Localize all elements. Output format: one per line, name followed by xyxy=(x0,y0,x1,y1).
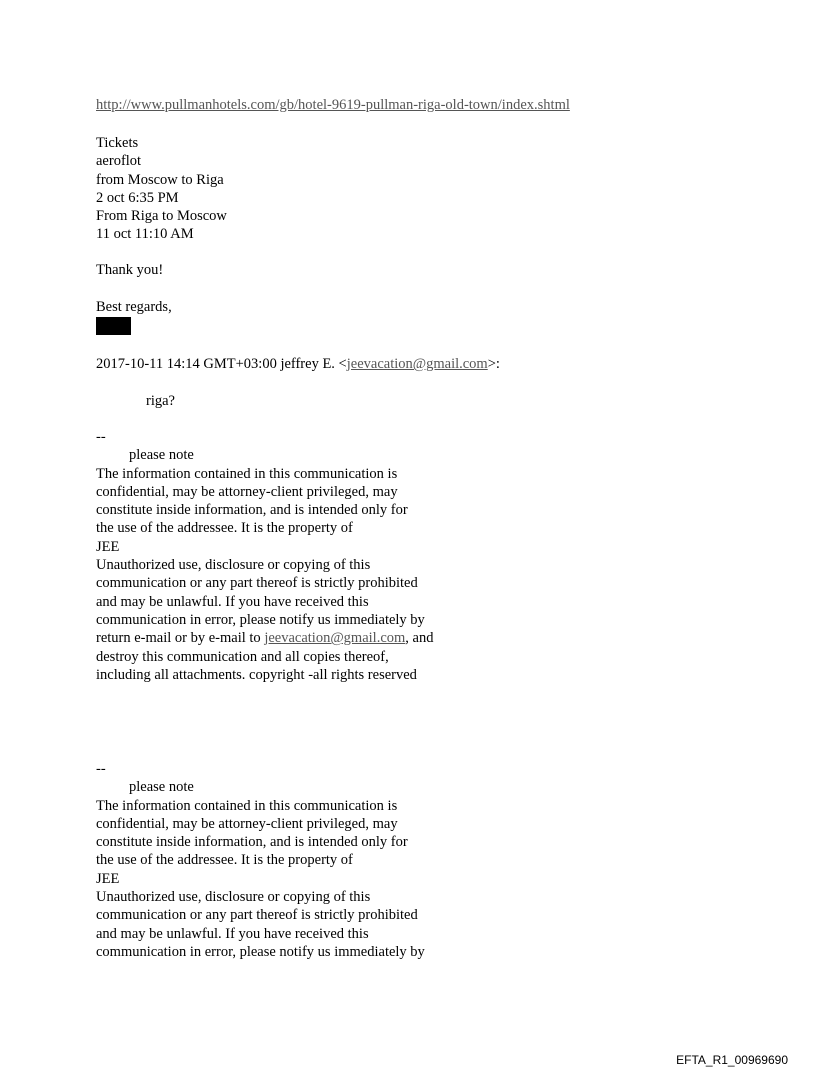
disclaimer-note: please note xyxy=(129,779,194,796)
disclaimer-line: confidential, may be attorney-client privileged, may xyxy=(96,483,398,500)
disclaimer-note: please note xyxy=(129,447,194,464)
reply-header-prefix: 2017-10-11 14:14 GMT+03:00 jeffrey E. < xyxy=(96,356,347,372)
return-prefix: return e-mail or by e-mail to xyxy=(96,630,265,647)
ticket-outbound-time: 2 oct 6:35 PM xyxy=(96,189,179,206)
disclaimer-return-line xyxy=(96,629,433,647)
disclaimer-line: JEE xyxy=(96,870,120,887)
disclaimer-line: Unauthorized use, disclosure or copying of this xyxy=(96,889,371,906)
disclaimer-line: JEE xyxy=(96,538,120,555)
disclaimer-line: The information contained in this communication is xyxy=(96,465,398,482)
ticket-outbound-route: from Moscow to Riga xyxy=(96,171,224,188)
regards-text: Best regards, xyxy=(96,299,172,315)
tickets-heading: Tickets xyxy=(96,135,139,151)
ticket-return-route: From Riga to Moscow xyxy=(96,208,227,225)
tickets-block xyxy=(96,134,227,244)
document-id: EFTA_R1_00969690 xyxy=(676,1053,788,1067)
ticket-return-time: 11 oct 11:10 AM xyxy=(96,226,194,243)
reply-header-suffix: >: xyxy=(487,356,500,372)
disclaimer-line: and may be unlawful. If you have received this xyxy=(96,593,369,610)
hotel-link[interactable]: http://www.pullmanhotels.com/gb/hotel-9619-pullman-riga-old-town/index.shtml xyxy=(96,97,570,113)
disclaimer-line: the use of the addressee. It is the property of xyxy=(96,520,353,537)
disclaimer-line: the use of the addressee. It is the property of xyxy=(96,852,353,869)
disclaimer-line: The information contained in this communication is xyxy=(96,797,398,814)
disclaimer-line: confidential, may be attorney-client privileged, may xyxy=(96,815,398,832)
ticket-airline: aeroflot xyxy=(96,153,142,170)
thanks-text: Thank you! xyxy=(96,262,164,278)
disclaimer-line: constitute inside information, and is intended only for xyxy=(96,502,408,519)
disclaimer-2 xyxy=(96,760,425,961)
thanks-block xyxy=(96,261,163,279)
return-suffix: , and xyxy=(405,630,434,647)
disclaimer-line: communication in error, please notify us immediately by xyxy=(96,943,425,960)
disclaimer-line: constitute inside information, and is intended only for xyxy=(96,834,408,851)
reply-sender-email[interactable]: jeevacation@gmail.com xyxy=(346,356,488,372)
reply-header xyxy=(96,355,500,373)
disclaimer-line: destroy this communication and all copies thereof, xyxy=(96,648,389,665)
hotel-link-block xyxy=(96,96,570,114)
redaction-box xyxy=(96,317,131,335)
disclaimer-line: and may be unlawful. If you have received this xyxy=(96,925,369,942)
disclaimer-email[interactable]: jeevacation@gmail.com xyxy=(264,630,406,647)
disclaimer-line: communication or any part thereof is strictly prohibited xyxy=(96,907,418,924)
signature-block xyxy=(96,298,172,335)
signature-separator: -- xyxy=(96,761,106,777)
disclaimer-1 xyxy=(96,428,433,684)
reply-header-line xyxy=(96,355,500,373)
signature-separator: -- xyxy=(96,429,106,445)
disclaimer-line: communication in error, please notify us immediately by xyxy=(96,611,425,628)
quoted-message: riga? xyxy=(146,393,175,409)
disclaimer-line: Unauthorized use, disclosure or copying of this xyxy=(96,557,371,574)
disclaimer-line: communication or any part thereof is strictly prohibited xyxy=(96,575,418,592)
quoted-block xyxy=(96,392,175,410)
disclaimer-line: including all attachments. copyright -all rights reserved xyxy=(96,666,417,683)
